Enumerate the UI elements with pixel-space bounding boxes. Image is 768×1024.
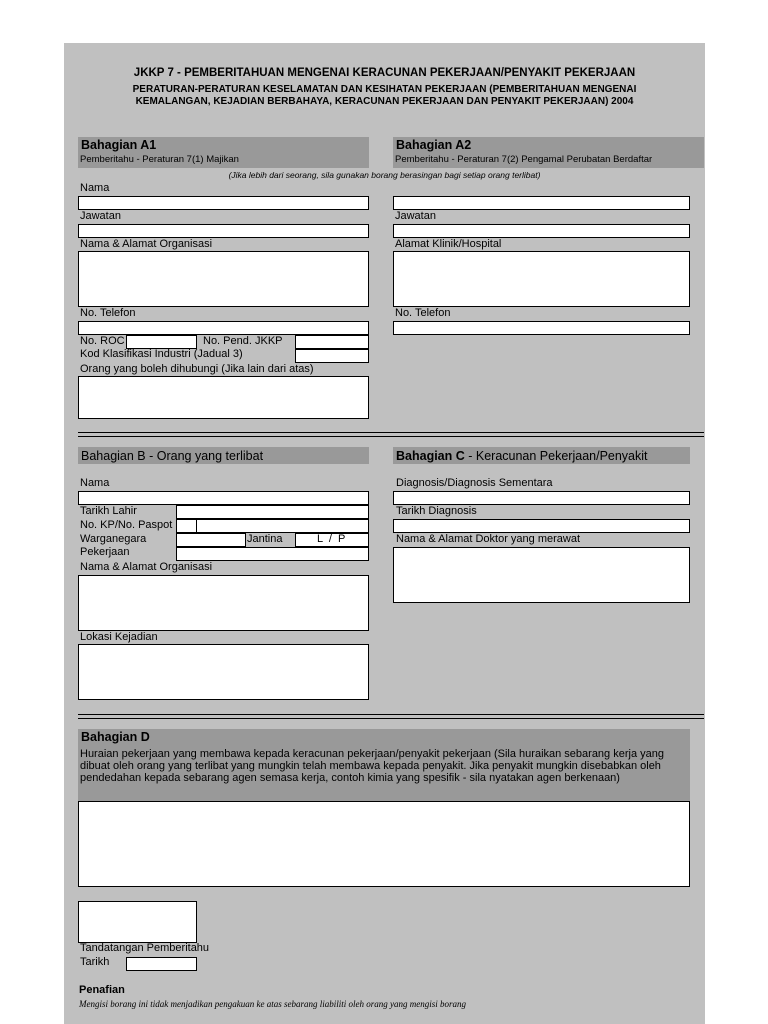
a1-jawatan-label: Jawatan xyxy=(80,210,121,222)
section-d-description: Huraian pekerjaan yang membawa kepada keracunan pekerjaan/penyakit pekerjaan (Sila huraikan sebarang kerja yang dibuat oleh orang yang terlibat yang mungkin telah membawa kepada penyakit. Jika penyakit mungkin disebabkan oleh pendedahan kepada sebarang agen semasa kerja, contoh kimia yang spesifik - sila nyatakan agen berkenaan) xyxy=(80,748,664,784)
tarikh-input[interactable] xyxy=(126,957,197,971)
a1-alamat-input[interactable] xyxy=(78,251,369,307)
c-diagnosis-input[interactable] xyxy=(393,491,690,505)
c-doktor-input[interactable] xyxy=(393,547,690,603)
c-tarikh-label: Tarikh Diagnosis xyxy=(396,505,477,517)
b-alamat-input[interactable] xyxy=(78,575,369,631)
disclaimer-title: Penafian xyxy=(79,984,125,996)
form-subtitle-line2: KEMALANGAN, KEJADIAN BERBAHAYA, KERACUNAN PEKERJAAN DAN PENYAKIT PEKERJAAN) 2004 xyxy=(135,96,634,107)
a1-pend-label: No. Pend. JKKP xyxy=(203,335,283,347)
b-warganegara-label: Warganegara xyxy=(80,533,147,545)
section-divider-1 xyxy=(78,432,704,433)
section-d-header xyxy=(78,729,690,801)
b-nama-label: Nama xyxy=(80,477,110,489)
a2-alamat-input[interactable] xyxy=(393,251,690,307)
section-a2-title: Bahagian A2 xyxy=(396,138,472,152)
signature-box[interactable] xyxy=(78,901,197,943)
section-a1-subtitle: Pemberitahu - Peraturan 7(1) Majikan xyxy=(80,154,239,165)
section-c-title-rest: - Keracunan Pekerjaan/Penyakit xyxy=(464,449,648,463)
b-tarikh-lahir-label: Tarikh Lahir xyxy=(80,505,137,517)
c-tarikh-input[interactable] xyxy=(393,519,690,533)
a1-alamat-label: Nama & Alamat Organisasi xyxy=(80,238,213,250)
b-tarikh-lahir-input[interactable] xyxy=(176,505,369,519)
section-divider-2 xyxy=(78,714,704,715)
c-doktor-label: Nama & Alamat Doktor yang merawat xyxy=(396,533,581,545)
a2-telefon-label: No. Telefon xyxy=(395,307,451,319)
a2-telefon-input[interactable] xyxy=(393,321,690,335)
b-kp-input[interactable] xyxy=(196,519,369,533)
section-c-title-bold: Bahagian C xyxy=(396,449,465,463)
b-nama-input[interactable] xyxy=(78,491,369,505)
a2-jawatan-label: Jawatan xyxy=(395,210,436,222)
section-divider-2b xyxy=(78,718,704,719)
a1-kod-input[interactable] xyxy=(295,349,369,363)
form-subtitle-line1: PERATURAN-PERATURAN KESELAMATAN DAN KESIHATAN PEKERJAAN (PEMBERITAHUAN MENGENAI xyxy=(132,84,637,95)
b-kp-label: No. KP/No. Paspot xyxy=(80,519,173,531)
disclaimer-text: Mengisi borang ini tidak menjadikan pengakuan ke atas sebarang liabiliti oleh orang yang mengisi borang xyxy=(79,999,466,1009)
b-lokasi-input[interactable] xyxy=(78,644,369,700)
a1-jawatan-input[interactable] xyxy=(78,224,369,238)
multiple-persons-note: (Jika lebih dari seorang, sila gunakan borang berasingan bagi setiap orang terlibat) xyxy=(228,170,541,180)
form-title: JKKP 7 - PEMBERITAHUAN MENGENAI KERACUNAN PEKERJAAN/PENYAKIT PEKERJAAN xyxy=(133,67,636,79)
b-alamat-label: Nama & Alamat Organisasi xyxy=(80,561,213,573)
section-d-title: Bahagian D xyxy=(81,730,150,744)
a1-nama-input[interactable] xyxy=(78,196,369,210)
section-d-input[interactable] xyxy=(78,801,690,887)
section-b-header xyxy=(78,447,369,464)
a1-kod-label: Kod Klasifikasi Industri (Jadual 3) xyxy=(80,348,243,360)
c-diagnosis-label: Diagnosis/Diagnosis Sementara xyxy=(396,477,553,489)
a1-hubungi-input[interactable] xyxy=(78,376,369,419)
section-a1-header xyxy=(78,137,369,168)
section-a1-title: Bahagian A1 xyxy=(81,138,157,152)
section-b-title: Bahagian B - Orang yang terlibat xyxy=(81,449,264,463)
b-jantina-label: Jantina xyxy=(247,533,283,545)
b-jantina-options: L / P xyxy=(317,533,346,545)
a2-jawatan-input[interactable] xyxy=(393,224,690,238)
a1-hubungi-label: Orang yang boleh dihubungi (Jika lain dari atas) xyxy=(80,363,314,375)
a2-nama-input[interactable] xyxy=(393,196,690,210)
a1-telefon-label: No. Telefon xyxy=(80,307,136,319)
section-c-title xyxy=(396,449,648,463)
section-a2-header xyxy=(393,137,704,168)
a1-pend-input[interactable] xyxy=(295,335,369,349)
a1-nama-label: Nama xyxy=(80,182,110,194)
section-divider-1b xyxy=(78,436,704,437)
a1-telefon-input[interactable] xyxy=(78,321,369,335)
a1-roc-label: No. ROC xyxy=(80,335,125,347)
b-kp-prefix-input[interactable] xyxy=(176,519,197,533)
b-pekerjaan-label: Pekerjaan xyxy=(80,546,130,558)
a1-roc-input[interactable] xyxy=(126,335,197,349)
b-warganegara-input[interactable] xyxy=(176,533,246,547)
b-lokasi-label: Lokasi Kejadian xyxy=(80,631,158,643)
form-sheet xyxy=(64,43,705,1024)
b-pekerjaan-input[interactable] xyxy=(176,547,369,561)
section-a2-subtitle: Pemberitahu - Peraturan 7(2) Pengamal Perubatan Berdaftar xyxy=(395,154,653,165)
signature-label: Tandatangan Pemberitahu xyxy=(80,942,210,954)
a2-alamat-label: Alamat Klinik/Hospital xyxy=(395,238,502,250)
tarikh-label: Tarikh xyxy=(80,956,110,968)
section-c-header xyxy=(393,447,690,464)
